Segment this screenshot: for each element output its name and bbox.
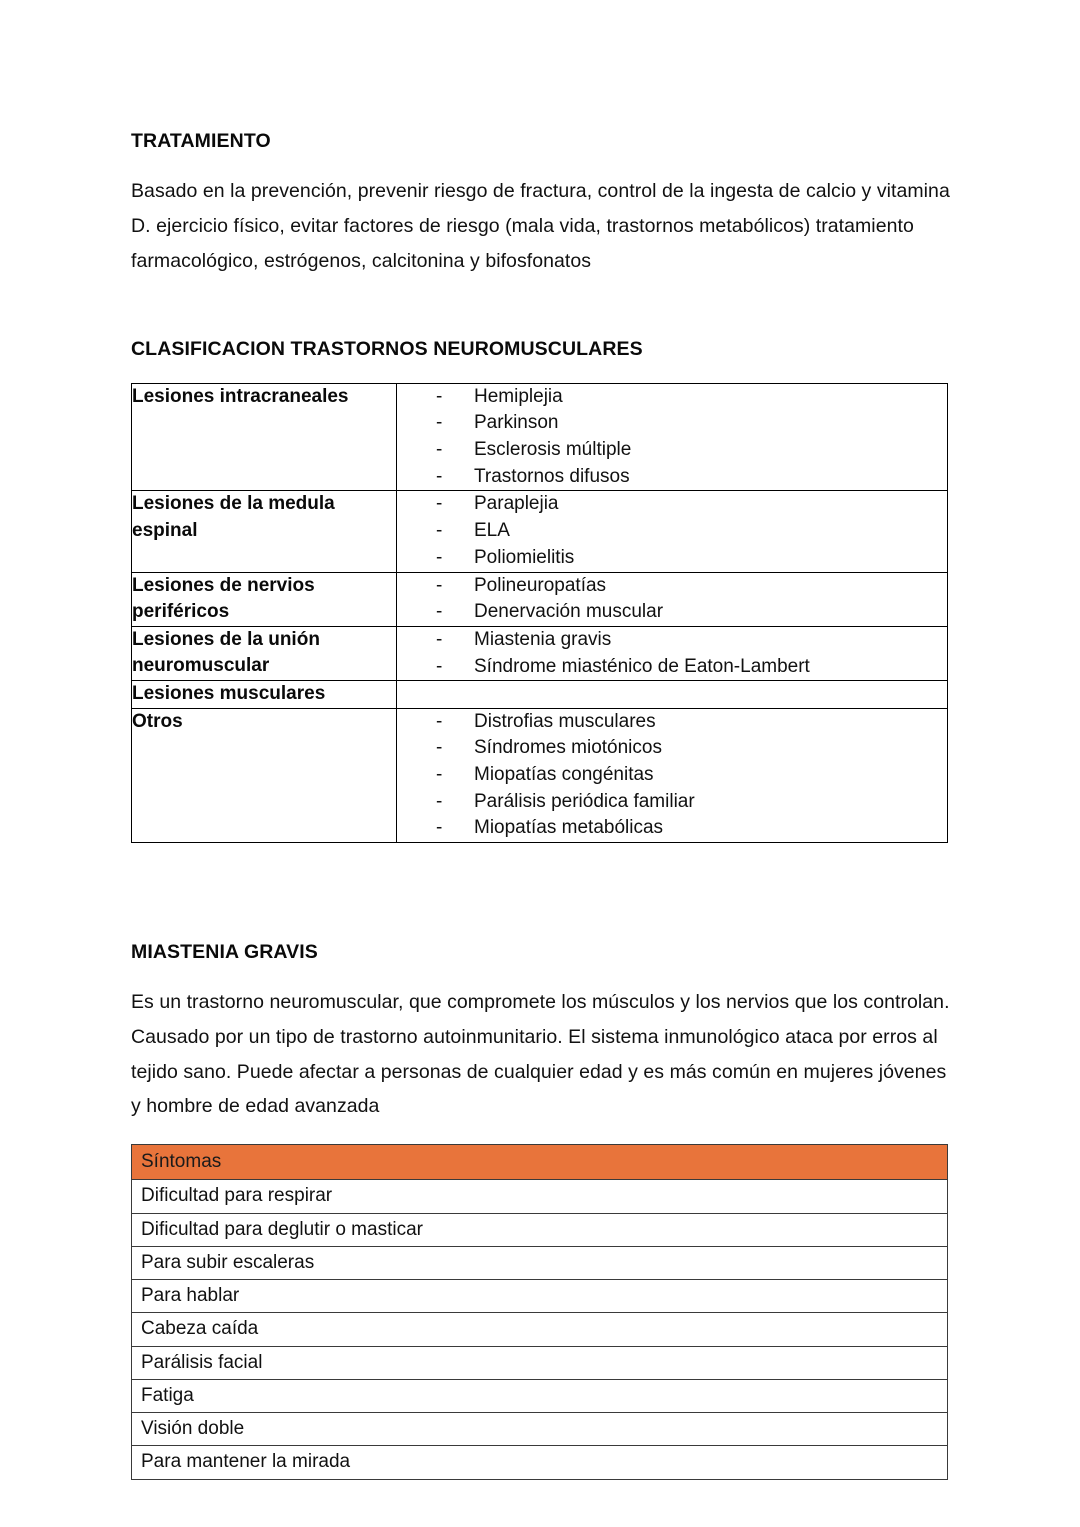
- dash-marker: -: [436, 520, 443, 542]
- item-list: [397, 627, 947, 680]
- list-item: [397, 735, 947, 762]
- table-row: [132, 708, 948, 842]
- dash-marker: -: [436, 817, 443, 839]
- items-cell: [397, 383, 948, 491]
- symptom-cell: Para hablar: [132, 1280, 948, 1313]
- spacer: [131, 1124, 951, 1144]
- heading-tratamiento: TRATAMIENTO: [131, 130, 271, 152]
- list-item-label: Esclerosis múltiple: [474, 439, 632, 461]
- table-row: [132, 1180, 948, 1213]
- dash-marker: -: [436, 790, 443, 812]
- category-cell: [132, 383, 397, 491]
- items-cell: [397, 708, 948, 842]
- dash-marker: -: [436, 628, 443, 650]
- table-row: [132, 1213, 948, 1246]
- list-item-label: Poliomielitis: [474, 546, 575, 568]
- item-list: [397, 573, 947, 626]
- symptom-cell: Para subir escaleras: [132, 1246, 948, 1279]
- list-item-label: Trastornos difusos: [474, 465, 630, 487]
- paragraph-miastenia-gravis: Es un trastorno neuromuscular, que compromete los músculos y los nervios que los controlan. Causado por un tipo de trastorno autoinmunitario. El sistema inmunológico ataca por erros al tejido sano. Puede afectar a personas de cualquier edad y es más común en mujeres jóvenes y hombre de edad avanzada: [131, 991, 950, 1118]
- dash-marker: -: [436, 574, 443, 596]
- items-cell: [397, 572, 948, 626]
- page-content: [131, 128, 951, 1480]
- symptoms-table: [131, 1144, 948, 1480]
- table-row: [132, 572, 948, 626]
- spacer: [131, 965, 951, 985]
- heading-miastenia-gravis: MIASTENIA GRAVIS: [131, 940, 318, 963]
- table-row: [132, 1446, 948, 1479]
- table-row: [132, 1379, 948, 1412]
- category-cell: [132, 681, 397, 708]
- symptoms-table-body: [132, 1145, 948, 1480]
- dash-marker: -: [436, 412, 443, 434]
- list-item: [397, 654, 947, 681]
- table-row: [132, 1280, 948, 1313]
- list-item: [397, 384, 947, 411]
- table-header-row: [132, 1145, 948, 1180]
- item-list: [397, 491, 947, 571]
- list-item-label: Paraplejia: [474, 493, 559, 515]
- symptom-cell: Cabeza caída: [132, 1313, 948, 1346]
- dash-marker: -: [436, 655, 443, 677]
- category-label: Lesiones de la medula espinal: [132, 493, 335, 541]
- heading-clasificacion: CLASIFICACION TRASTORNOS NEUROMUSCULARES: [131, 338, 643, 361]
- symptom-cell: Dificultad para respirar: [132, 1180, 948, 1213]
- list-item-label: Síndrome miasténico de Eaton-Lambert: [474, 655, 810, 677]
- spacer: [131, 154, 951, 174]
- table-row: [132, 1346, 948, 1379]
- category-label: Lesiones de nervios periféricos: [132, 574, 315, 622]
- list-item: [397, 599, 947, 626]
- table-row: [132, 491, 948, 572]
- list-item: [397, 627, 947, 654]
- list-item: [397, 815, 947, 842]
- list-item-label: Denervación muscular: [474, 601, 664, 623]
- spacer: [131, 278, 951, 336]
- category-label: Otros: [132, 710, 183, 732]
- category-label: Lesiones musculares: [132, 683, 326, 705]
- symptom-cell: Parálisis facial: [132, 1346, 948, 1379]
- symptoms-header-cell: Síntomas: [132, 1145, 948, 1180]
- list-item: [397, 789, 947, 816]
- list-item: [397, 464, 947, 491]
- dash-marker: -: [436, 601, 443, 623]
- list-item: [397, 709, 947, 736]
- dash-marker: -: [436, 737, 443, 759]
- list-item: [397, 573, 947, 600]
- list-item-label: Parálisis periódica familiar: [474, 790, 695, 812]
- dash-marker: -: [436, 493, 443, 515]
- list-item-label: Miopatías metabólicas: [474, 817, 664, 839]
- list-item-label: Miastenia gravis: [474, 628, 612, 650]
- item-list: [397, 709, 947, 842]
- symptom-cell: Visión doble: [132, 1413, 948, 1446]
- symptom-cell: Para mantener la mirada: [132, 1446, 948, 1479]
- items-cell: [397, 491, 948, 572]
- spacer: [131, 363, 951, 383]
- dash-marker: -: [436, 763, 443, 785]
- dash-marker: -: [436, 465, 443, 487]
- category-label: Lesiones de la unión neuromuscular: [132, 628, 320, 677]
- classification-table-body: [132, 383, 948, 842]
- table-row: [132, 1313, 948, 1346]
- items-cell: [397, 626, 948, 680]
- list-item-label: ELA: [474, 520, 510, 542]
- list-item-label: Miopatías congénitas: [474, 763, 654, 785]
- items-cell-empty: [397, 681, 948, 708]
- category-cell: [132, 626, 397, 680]
- dash-marker: -: [436, 385, 443, 407]
- dash-marker: -: [436, 439, 443, 461]
- table-row: [132, 626, 948, 680]
- list-item: [397, 491, 947, 518]
- list-item: [397, 410, 947, 437]
- category-cell: [132, 572, 397, 626]
- list-item: [397, 762, 947, 789]
- table-row: [132, 681, 948, 708]
- spacer: [131, 843, 951, 939]
- list-item-label: Polineuropatías: [474, 574, 607, 596]
- list-item-label: Parkinson: [474, 412, 559, 434]
- table-row: [132, 1413, 948, 1446]
- classification-table: [131, 383, 948, 843]
- category-cell: [132, 491, 397, 572]
- category-label: Lesiones intracraneales: [132, 385, 349, 407]
- paragraph-tratamiento: Basado en la prevención, prevenir riesgo de fractura, control de la ingesta de calcio y vitamina D. ejercicio físico, evitar factores de riesgo (mala vida, trastornos metabólicos) tratamiento farmacológico, estrógenos, calcitonina y bifosfonatos: [131, 180, 950, 272]
- list-item-label: Síndromes miotónicos: [474, 737, 662, 759]
- table-row: [132, 1246, 948, 1279]
- category-cell: [132, 708, 397, 842]
- list-item-label: Hemiplejia: [474, 385, 563, 407]
- list-item-label: Distrofias musculares: [474, 710, 656, 732]
- table-row: [132, 383, 948, 491]
- dash-marker: -: [436, 546, 443, 568]
- item-list: [397, 384, 947, 491]
- symptom-cell: Fatiga: [132, 1379, 948, 1412]
- list-item: [397, 545, 947, 572]
- dash-marker: -: [436, 710, 443, 732]
- symptom-cell: Dificultad para deglutir o masticar: [132, 1213, 948, 1246]
- list-item: [397, 437, 947, 464]
- list-item: [397, 518, 947, 545]
